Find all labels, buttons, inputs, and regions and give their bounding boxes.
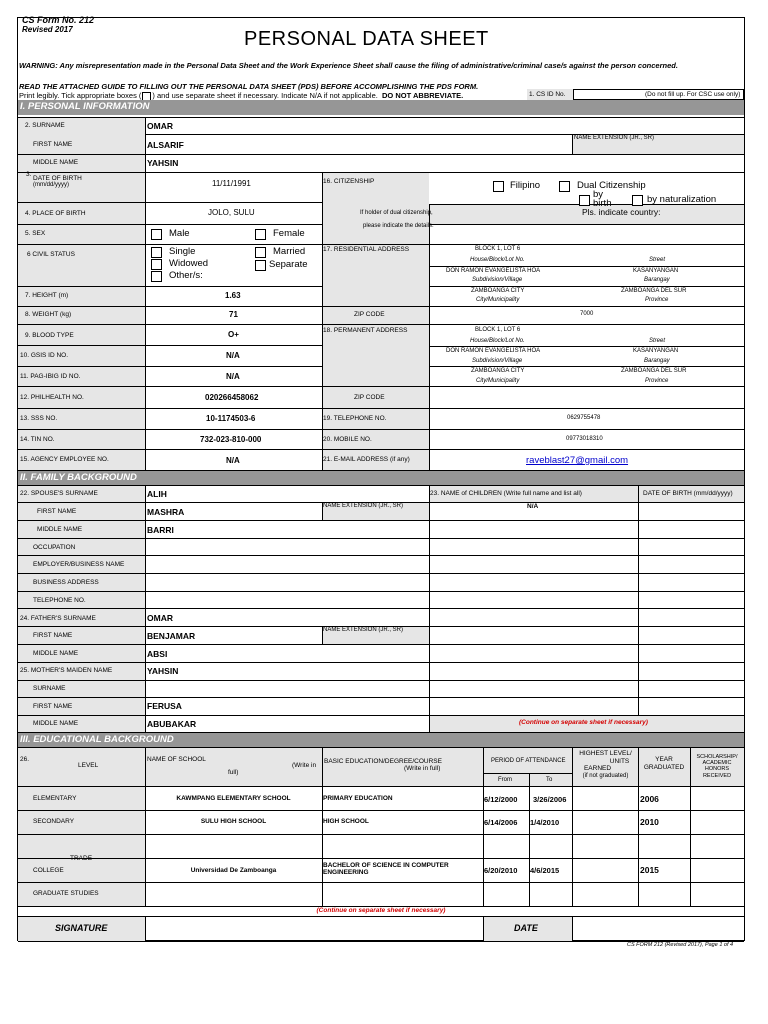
edu-highest-line4: (if not graduated) xyxy=(582,772,629,779)
edu-year-elementary[interactable]: 2006 xyxy=(640,794,659,804)
spouse-surname-label: 22. SPOUSE'S SURNAME xyxy=(20,490,98,497)
dob-label-number: 3. xyxy=(26,171,32,178)
email-label: 21. E-MAIL ADDRESS (if any) xyxy=(323,456,410,463)
edu-school-secondary[interactable]: SULU HIGH SCHOOL xyxy=(200,818,267,825)
rule xyxy=(18,386,744,387)
separated-checkbox[interactable] xyxy=(255,260,266,271)
signature-field[interactable] xyxy=(146,917,482,941)
rule xyxy=(18,366,322,367)
filipino-label: Filipino xyxy=(510,180,541,191)
spouse-name-ext-label: NAME EXTENSION (JR., SR) xyxy=(323,503,404,509)
rule xyxy=(18,555,744,556)
edu-honors-line2: ACADEMIC xyxy=(702,760,732,767)
occupation-label: OCCUPATION xyxy=(33,544,76,551)
residential-address-label: 17. RESIDENTIAL ADDRESS xyxy=(323,246,410,253)
rule xyxy=(18,244,744,245)
by-birth-label: by xyxy=(593,189,604,200)
rule xyxy=(18,858,744,859)
rule xyxy=(429,204,430,470)
gsis-value[interactable]: N/A xyxy=(226,351,240,360)
res-street-caption: Street xyxy=(649,257,666,263)
by-birth-label-2: birth xyxy=(593,198,612,209)
edu-from-header: From xyxy=(498,777,512,783)
surname-value[interactable]: OMAR xyxy=(147,121,173,131)
edu-level-column xyxy=(18,786,145,906)
edu-honors-line4: RECEIVED xyxy=(702,772,732,779)
dual-note-1: If holder of dual citizenship, xyxy=(360,210,433,216)
section-educational-background: III. EDUCATIONAL BACKGROUND xyxy=(18,733,744,747)
res-province-value[interactable]: ZAMBOANGA DEL SUR xyxy=(621,288,687,294)
widowed-checkbox[interactable] xyxy=(151,259,162,270)
rule xyxy=(18,117,744,118)
permanent-address-label: 18. PERMANENT ADDRESS xyxy=(323,327,408,334)
sss-label: 13. SSS NO. xyxy=(20,415,58,422)
citizenship-label: 16. CITIZENSHIP xyxy=(323,178,375,185)
rule xyxy=(18,449,744,450)
pob-label: 4. PLACE OF BIRTH xyxy=(25,210,86,217)
blood-type-label: 9. BLOOD TYPE xyxy=(25,332,74,339)
personal-label-column-right xyxy=(322,172,429,470)
edu-level-college: COLLEGE xyxy=(33,867,64,874)
edu-highest-line1: HIGHEST LEVEL/ xyxy=(579,750,632,757)
rule xyxy=(18,786,744,787)
mother-surname-label: SURNAME xyxy=(33,685,66,692)
edu-course-secondary[interactable]: HIGH SCHOOL xyxy=(323,818,369,825)
first-name-value[interactable]: ALSARIF xyxy=(147,140,184,150)
surname-label: 2. SURNAME xyxy=(25,122,65,129)
pagibig-label: 11. PAG-IBIG ID NO. xyxy=(20,373,81,380)
edu-to-college[interactable]: 4/6/2015 xyxy=(530,866,560,875)
female-label: Female xyxy=(273,228,305,239)
edu-honors-line3: HONORS xyxy=(704,766,730,773)
perm-street-caption: Street xyxy=(649,338,666,344)
perm-subdivision-caption: Subdivision/Village xyxy=(472,358,523,364)
edu-year-line1: YEAR xyxy=(655,756,673,763)
first-name-label: FIRST NAME xyxy=(33,141,73,148)
agency-employee-value[interactable]: N/A xyxy=(226,456,240,465)
date-field[interactable] xyxy=(573,917,744,941)
edu-level-trade: TRADE xyxy=(70,855,93,862)
perm-barangay-caption: Barangay xyxy=(644,358,670,364)
rule xyxy=(18,810,744,811)
children-dob-label: DATE OF BIRTH (mm/dd/yyyy) xyxy=(643,490,733,497)
edu-honors-line1: SCHOLARSHIP/ xyxy=(696,754,738,760)
philhealth-value[interactable]: 020266458062 xyxy=(205,393,259,402)
mother-first-name-value[interactable]: FERUSA xyxy=(147,701,182,711)
married-label: Married xyxy=(273,246,306,257)
single-checkbox[interactable] xyxy=(151,247,162,258)
edu-school-elementary[interactable]: KAWMPANG ELEMENTARY SCHOOL xyxy=(176,795,291,802)
weight-value[interactable]: 71 xyxy=(229,310,238,319)
father-surname-value[interactable]: OMAR xyxy=(147,613,173,623)
by-naturalization-label: by naturalization xyxy=(647,194,717,205)
no-abbreviate-text: DO NOT ABBREVIATE. xyxy=(382,91,464,100)
filipino-checkbox[interactable] xyxy=(493,181,504,192)
edu-level-header: LEVEL xyxy=(78,762,99,769)
edu-course-college[interactable]: BACHELOR OF SCIENCE IN COMPUTER ENGINEERING xyxy=(323,862,449,876)
cs-id-label: 1. CS ID No. xyxy=(529,91,566,98)
dual-citizenship-checkbox[interactable] xyxy=(559,181,570,192)
rule xyxy=(18,345,322,346)
cs-use-only-note: (Do not fill up. For CSC use only) xyxy=(645,91,741,98)
philhealth-label: 12. PHILHEALTH NO. xyxy=(20,394,84,401)
rule xyxy=(18,324,744,325)
rule xyxy=(429,266,744,267)
dual-note-2: please indicate the details. xyxy=(363,223,434,229)
edu-from-college[interactable]: 6/20/2010 xyxy=(484,866,518,875)
telephone-value[interactable]: 0629755478 xyxy=(567,415,601,421)
res-zip-value[interactable]: 7000 xyxy=(580,311,594,317)
edu-period-header: PERIOD OF ATTENDANCE xyxy=(491,758,566,764)
rule xyxy=(18,224,322,225)
sex-label: 5. SEX xyxy=(25,230,46,237)
edu-continue-note: (Continue on separate sheet if necessary) xyxy=(316,907,446,914)
section-family-background: II. FAMILY BACKGROUND xyxy=(18,471,744,485)
mother-middle-name-label: MIDDLE NAME xyxy=(33,720,79,727)
rule xyxy=(322,747,323,906)
father-first-name-value[interactable]: BENJAMAR xyxy=(147,631,196,641)
pls-indicate-country: Pls. indicate country: xyxy=(582,207,661,217)
height-value[interactable]: 1.63 xyxy=(225,291,241,300)
sss-value[interactable]: 10-1174503-6 xyxy=(206,414,256,423)
widowed-label: Widowed xyxy=(169,258,209,269)
email-value[interactable]: raveblast27@gmail.com xyxy=(526,455,629,466)
spouse-telephone-label: TELEPHONE NO. xyxy=(33,597,86,604)
perm-province-value[interactable]: ZAMBOANGA DEL SUR xyxy=(621,368,687,374)
rule xyxy=(18,747,744,748)
by-naturalization-checkbox[interactable] xyxy=(632,195,643,206)
others-checkbox[interactable] xyxy=(151,271,162,282)
edu-course-header: BASIC EDUCATION/DEGREE/COURSE xyxy=(324,758,442,765)
mobile-label: 20. MOBILE NO. xyxy=(323,436,372,443)
father-middle-name-label: MIDDLE NAME xyxy=(33,650,79,657)
edu-to-elementary[interactable]: 3/26/2006 xyxy=(533,795,567,804)
perm-subdivision-value[interactable]: DON RAMON EVANGELISTA HOA xyxy=(446,348,541,354)
middle-name-value[interactable]: YAHSIN xyxy=(147,158,179,168)
gsis-label: 10. GSIS ID NO. xyxy=(20,352,69,359)
male-checkbox[interactable] xyxy=(151,229,162,240)
rule xyxy=(18,882,744,883)
father-middle-name-value[interactable]: ABSI xyxy=(147,649,168,659)
perm-province-caption: Province xyxy=(645,378,669,384)
perm-house-caption: House/Block/Lot No. xyxy=(470,338,525,344)
page-title: PERSONAL DATA SHEET xyxy=(244,28,489,50)
edu-school-header: NAME OF SCHOOL xyxy=(147,756,206,763)
rule xyxy=(18,202,322,203)
rule xyxy=(322,172,323,470)
blood-type-value[interactable]: O+ xyxy=(228,330,239,339)
edu-highest-line3: EARNED xyxy=(583,765,612,772)
father-surname-label: 24. FATHER'S SURNAME xyxy=(20,615,96,622)
print-legibly-part2: ) and use separate sheet if necessary. Indicate N/A if not applicable. xyxy=(152,91,378,100)
rule xyxy=(18,538,744,539)
rule xyxy=(18,715,744,716)
edu-year-secondary[interactable]: 2010 xyxy=(640,817,659,827)
father-name-ext-label: NAME EXTENSION (JR., SR) xyxy=(323,627,404,633)
rule xyxy=(18,172,744,173)
father-first-name-label: FIRST NAME xyxy=(33,632,73,639)
name-ext-label: NAME EXTENSION (JR., SR) xyxy=(574,135,655,141)
rule xyxy=(18,485,744,486)
middle-name-label: MIDDLE NAME xyxy=(33,159,79,166)
res-house-value[interactable]: BLOCK 1, LOT 6 xyxy=(475,246,521,252)
mobile-value[interactable]: 09773018310 xyxy=(566,436,603,442)
rule xyxy=(429,224,744,225)
rule xyxy=(145,117,146,470)
edu-school-write: (Write in xyxy=(292,762,317,769)
rule xyxy=(18,306,744,307)
dob-value[interactable]: 11/11/1991 xyxy=(212,179,251,188)
edu-from-elementary[interactable]: 6/12/2000 xyxy=(484,795,518,804)
edu-level-graduate: GRADUATE STUDIES xyxy=(33,890,99,897)
edu-level-elementary: ELEMENTARY xyxy=(33,795,77,802)
single-label: Single xyxy=(169,246,196,257)
res-barangay-caption: Barangay xyxy=(644,277,670,283)
telephone-label: 19. TELEPHONE NO. xyxy=(323,415,387,422)
signature-label: SIGNATURE xyxy=(55,923,108,933)
edu-honors-header xyxy=(690,754,744,779)
pagibig-value[interactable]: N/A xyxy=(226,372,240,381)
rule xyxy=(483,916,484,941)
rule xyxy=(18,834,744,835)
rule xyxy=(18,573,744,574)
rule xyxy=(145,747,146,906)
perm-city-caption: City/Municipality xyxy=(476,378,520,384)
male-label: Male xyxy=(169,228,190,239)
married-checkbox[interactable] xyxy=(255,247,266,258)
res-barangay-value[interactable]: KASANYANGAN xyxy=(633,268,679,274)
by-birth-checkbox[interactable] xyxy=(579,195,590,206)
res-zip-label: ZIP CODE xyxy=(354,311,385,318)
perm-zip-label: ZIP CODE xyxy=(354,394,385,401)
edu-school-full: full) xyxy=(228,769,239,776)
print-legibly-part1: Print legibly. Tick appropriate boxes ( xyxy=(19,91,142,100)
edu-to-secondary[interactable]: 1/4/2010 xyxy=(530,818,560,827)
edu-year-college[interactable]: 2015 xyxy=(640,865,659,875)
separated-label: Separate xyxy=(269,259,308,270)
edu-highest-header xyxy=(573,750,638,780)
business-address-label: BUSINESS ADDRESS xyxy=(33,579,99,586)
mother-middle-name-value[interactable]: ABUBAKAR xyxy=(147,719,197,729)
rule xyxy=(18,408,744,409)
rule xyxy=(483,773,572,774)
page-footer-note: CS FORM 212 (Revised 2017), Page 1 of 4 xyxy=(627,942,734,948)
res-subdivision-value[interactable]: DON RAMON EVANGELISTA HOA xyxy=(446,268,541,274)
height-label: 7. HEIGHT (m) xyxy=(25,292,69,299)
female-checkbox[interactable] xyxy=(255,229,266,240)
res-city-caption: City/Municipality xyxy=(476,297,520,303)
mother-maiden-label: 25. MOTHER'S MAIDEN NAME xyxy=(20,667,113,674)
dob-label: DATE OF BIRTH xyxy=(33,175,82,182)
spouse-middle-name-value[interactable]: BARRI xyxy=(147,525,174,535)
edu-course-write: (Write in full) xyxy=(404,765,441,772)
tin-label: 14. TIN NO. xyxy=(20,436,55,443)
employer-label: EMPLOYER/BUSINESS NAME xyxy=(33,561,125,568)
dual-citizenship-label: Dual Citizenship xyxy=(577,180,646,191)
rule xyxy=(18,662,744,663)
edu-year-line2: GRADUATED xyxy=(643,764,685,771)
spouse-middle-name-label: MIDDLE NAME xyxy=(37,526,83,533)
rule xyxy=(18,286,322,287)
rule xyxy=(18,591,744,592)
res-city-value[interactable]: ZAMBOANGA CITY xyxy=(471,288,525,294)
rule xyxy=(145,485,146,732)
child-1-value[interactable]: N/A xyxy=(527,503,539,510)
edu-highest-line2: UNITS xyxy=(609,757,630,765)
rule xyxy=(429,485,430,732)
edu-to-header: To xyxy=(546,777,553,783)
dob-format: (mm/dd/yyyy) xyxy=(33,182,69,188)
rule xyxy=(429,346,744,347)
edu-course-elementary[interactable]: PRIMARY EDUCATION xyxy=(323,795,393,802)
spouse-surname-value[interactable]: ALIH xyxy=(147,489,167,499)
res-house-caption: House/Block/Lot No. xyxy=(470,257,525,263)
rule xyxy=(18,608,744,609)
spouse-first-name-label: FIRST NAME xyxy=(37,508,77,515)
rule xyxy=(429,366,744,367)
guide-text: READ THE ATTACHED GUIDE TO FILLING OUT THE PERSONAL DATA SHEET (PDS) BEFORE ACCOMPLISHING THE PDS FORM. xyxy=(19,82,479,91)
edu-school-college[interactable]: Universidad De Zamboanga xyxy=(190,867,277,874)
rule xyxy=(145,134,744,135)
form-number: CS Form No. 212 xyxy=(22,15,95,25)
weight-label: 8. WEIGHT (kg) xyxy=(25,311,72,318)
rule xyxy=(18,697,744,698)
mother-first-name-label: FIRST NAME xyxy=(33,703,73,710)
edu-level-secondary: SECONDARY xyxy=(33,818,75,825)
agency-employee-label: 15. AGENCY EMPLOYEE NO. xyxy=(20,456,109,463)
edu-year-header xyxy=(638,756,690,772)
rule xyxy=(429,286,744,287)
children-label: 23. NAME of CHILDREN (Write full name and list all) xyxy=(430,490,582,497)
rule xyxy=(18,154,744,155)
perm-city-value[interactable]: ZAMBOANGA CITY xyxy=(471,368,525,374)
res-subdivision-caption: Subdivision/Village xyxy=(472,277,523,283)
date-label: DATE xyxy=(514,923,538,933)
perm-house-value[interactable]: BLOCK 1, LOT 6 xyxy=(475,327,521,333)
edu-number: 26. xyxy=(20,756,30,763)
rule xyxy=(18,429,744,430)
res-province-caption: Province xyxy=(645,297,669,303)
others-label: Other/s: xyxy=(169,270,203,281)
rule xyxy=(18,520,744,521)
section-personal-information: I. PERSONAL INFORMATION xyxy=(18,100,744,115)
rule xyxy=(18,680,744,681)
family-continue-note: (Continue on separate sheet if necessary) xyxy=(519,719,648,726)
rule xyxy=(529,773,530,906)
form-revision: Revised 2017 xyxy=(22,25,73,34)
pob-value[interactable]: JOLO, SULU xyxy=(208,208,255,217)
edu-from-secondary[interactable]: 6/14/2006 xyxy=(484,818,518,827)
spouse-first-name-value[interactable]: MASHRA xyxy=(147,507,185,517)
warning-text: WARNING: Any misrepresentation made in the Personal Data Sheet and the Work Experience Sheet shall cause the filing of administrative/criminal case/s against the person concerned. xyxy=(19,61,678,70)
perm-barangay-value[interactable]: KASANYANGAN xyxy=(633,348,679,354)
rule xyxy=(572,134,573,154)
civil-status-label: 6 CIVIL STATUS xyxy=(27,251,75,258)
tin-value[interactable]: 732-023-810-000 xyxy=(200,435,262,444)
rule xyxy=(18,644,744,645)
rule xyxy=(638,485,639,715)
mother-maiden-value[interactable]: YAHSIN xyxy=(147,666,179,676)
